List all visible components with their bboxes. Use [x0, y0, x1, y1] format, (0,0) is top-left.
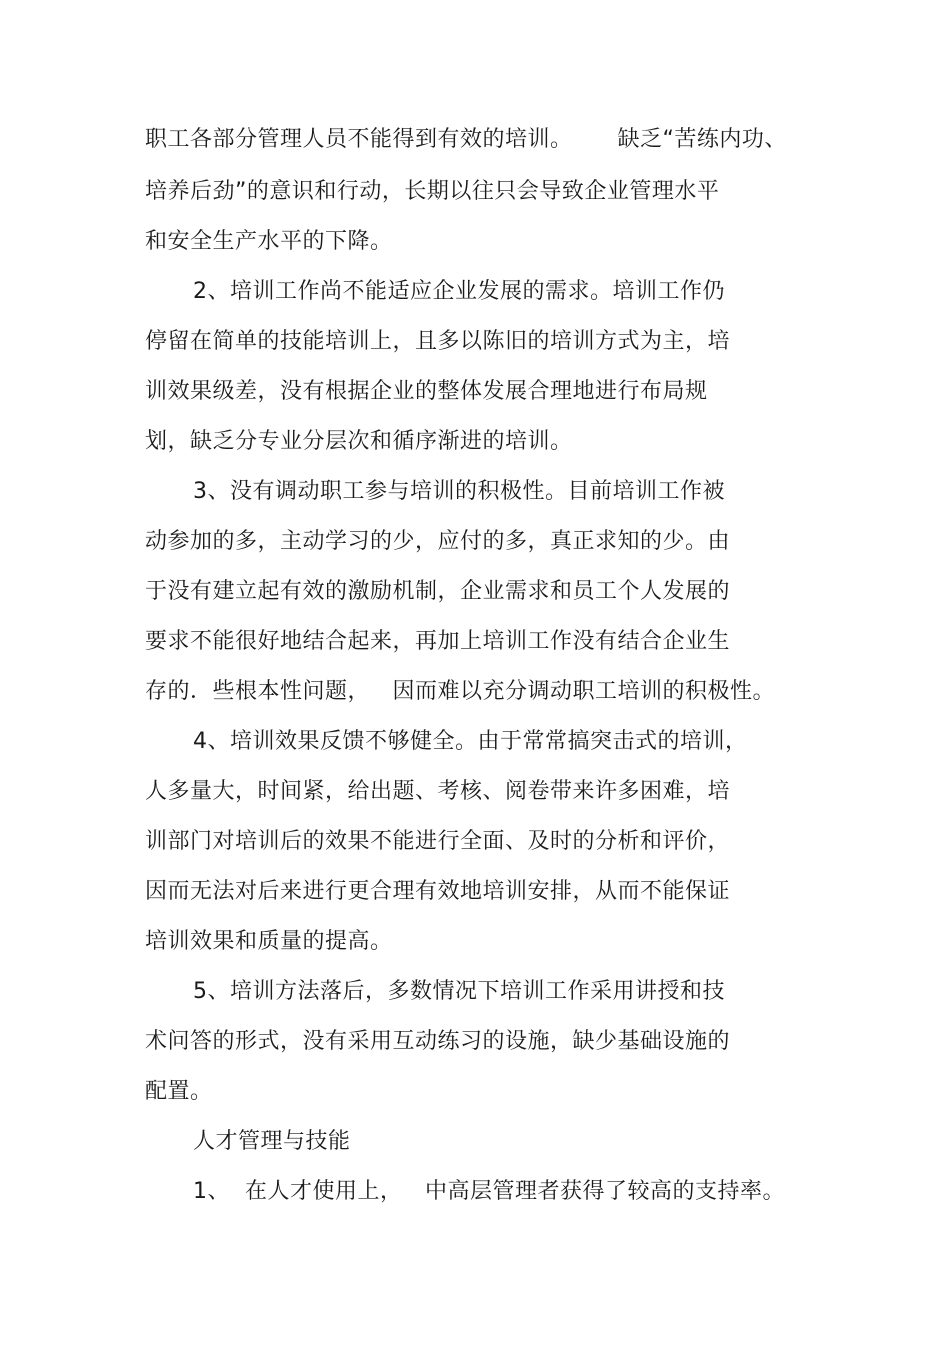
text-line: 人多量大，时间紧，给出题、考核、阅卷带来许多困难，培	[145, 779, 731, 804]
text-line: 存的．些根本性问题， 因而难以充分调动职工培训的积极性。	[145, 679, 775, 704]
paragraph-4-start: 4、培训效果反馈不够健全。由于常常搞突击式的培训，	[193, 729, 748, 754]
text-line: 术问答的形式，没有采用互动练习的设施，缺少基础设施的	[145, 1029, 731, 1054]
text-line: 职工各部分管理人员不能得到有效的培训。 缺乏“苦练内功、	[145, 127, 787, 152]
text-line: 动参加的多，主动学习的少，应付的多，真正求知的少。由	[145, 529, 731, 554]
paragraph-5-start: 5、培训方法落后，多数情况下培训工作采用讲授和技	[193, 979, 725, 1004]
paragraph-3-start: 3、没有调动职工参与培训的积极性。目前培训工作被	[193, 479, 725, 504]
text-line: 停留在简单的技能培训上，且多以陈旧的培训方式为主，培	[145, 329, 731, 354]
text-line: 训效果级差，没有根据企业的整体发展合理地进行布局规	[145, 379, 708, 404]
text-line: 要求不能很好地结合起来，再加上培训工作没有结合企业生	[145, 629, 731, 654]
text-line: 培训效果和质量的提高。	[145, 929, 393, 954]
text-line: 训部门对培训后的效果不能进行全面、及时的分析和评价，	[145, 829, 731, 854]
text-line: 和安全生产水平的下降。	[145, 229, 393, 254]
section-heading: 人才管理与技能	[193, 1129, 351, 1154]
text-line: 培养后劲”的意识和行动，长期以往只会导致企业管理水平	[145, 179, 720, 204]
text-line: 划，缺乏分专业分层次和循序渐进的培训。	[145, 429, 573, 454]
paragraph-2-start: 2、培训工作尚不能适应企业发展的需求。培训工作仍	[193, 279, 725, 304]
text-line: 因而无法对后来进行更合理有效地培训安排，从而不能保证	[145, 879, 731, 904]
text-line: 配置。	[145, 1079, 213, 1104]
text-line: 于没有建立起有效的激励机制，企业需求和员工个人发展的	[145, 579, 731, 604]
section-item-1: 1、 在人才使用上， 中高层管理者获得了较高的支持率。	[193, 1179, 785, 1204]
